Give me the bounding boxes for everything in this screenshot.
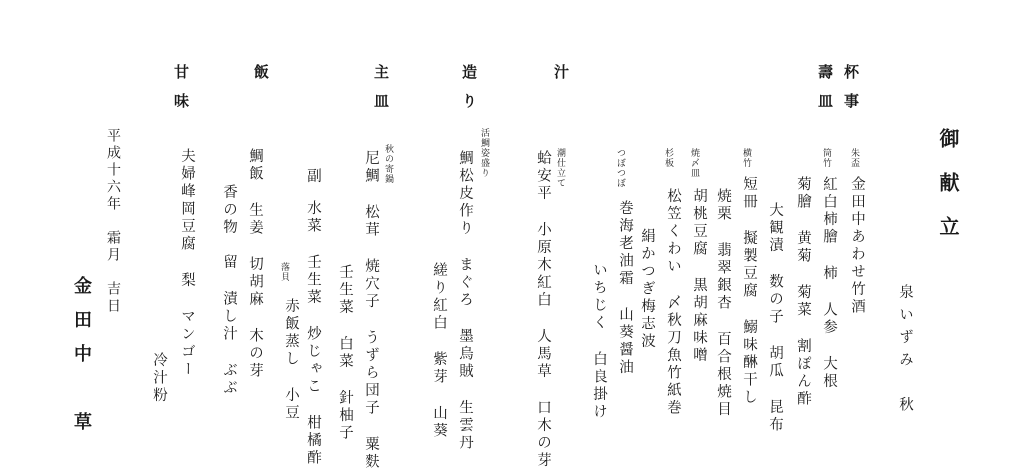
author-name: 金田中 草 <box>71 276 92 446</box>
course-heading-haigoto: 杯事 <box>842 64 860 122</box>
tsukuri-item2: 縒り紅白 紫芽 山葵 <box>431 262 447 440</box>
course-heading-tsukuri: 造り <box>460 64 478 122</box>
yokotake-label: 横竹 <box>741 148 751 168</box>
tsubo-item: 巻海老油霜 山葵醤油 <box>617 200 633 377</box>
reijiruko-item: 冷汁粉 <box>151 352 167 405</box>
course-heading-shuzara: 主皿 <box>372 64 390 122</box>
shiru-label: 潮仕立て <box>555 148 565 188</box>
sugiita-item: 松笠くわい 〆秋刀魚竹紙巻 <box>665 188 681 417</box>
course-heading-kanmi: 甘味 <box>172 64 190 122</box>
shuhai-label: 朱盃 <box>849 148 859 168</box>
shuhai-item: 金田中あわせ竹酒 <box>849 176 865 316</box>
yokotake-item: 短冊 擬製豆腐 鰯味醂干し <box>741 176 757 407</box>
yakishime-label: 焼〆皿 <box>689 148 699 178</box>
otoshibuta-item: 赤飯蒸し 小豆 <box>283 298 299 422</box>
shuzara-item: 尼鯛 松茸 焼穴子 うずら団子 粟麩 <box>363 150 379 471</box>
kanmi-item: 夫婦峰岡豆腐 梨 マンゴー <box>179 148 195 379</box>
tsutsutake-label: 筒竹 <box>821 148 831 168</box>
yakiguri-item: 焼栗 翡翠銀杏 百合根焼目 <box>715 188 731 419</box>
shiru-item: 蛤安平 小原木紅白 人馬草 口木の芽 <box>535 150 551 470</box>
kikunamasu-item: 菊膾 黄菊 菊菜 割ぽん酢 <box>795 176 811 408</box>
course-heading-meshi: 飯 <box>252 64 270 93</box>
meshi-item: 鯛飯 生姜 切胡麻 木の芽 <box>247 148 263 380</box>
tsubo-label: つぼつぼ <box>615 148 625 188</box>
sugiita-label: 杉板 <box>663 148 673 168</box>
shuzara-label: 秋の寄鍋 <box>383 144 393 184</box>
konomono-item: 香の物 留 漬し汁 ぶぶ <box>221 184 237 397</box>
course-heading-juzara: 壽皿 <box>816 64 834 122</box>
fuku-label: 副 <box>305 168 321 186</box>
tsukuri-item: 鯛松皮作り まぐろ 墨烏賊 生雲丹 <box>457 150 473 452</box>
menu-title: 御献立 <box>936 128 960 260</box>
otoshibuta-label: 落貝 <box>279 262 289 282</box>
season-line: 泉いずみ 秋 <box>897 284 913 419</box>
ichijiku-item: いちじく 白良掛け <box>591 262 607 421</box>
shuzara-item2: 壬生菜 白菜 針柚子 <box>337 264 353 442</box>
date-line: 平成十六年 霜月 吉日 <box>105 128 121 315</box>
tsukuri-label: 活鯛姿盛り <box>479 128 489 178</box>
taikan-item: 大観漬 数の子 胡瓜 昆布 <box>767 202 783 434</box>
kinukatsugi-item: 絹かつぎ梅志波 <box>639 228 655 351</box>
yakishime-item: 胡桃豆腐 黒胡麻味噌 <box>691 188 707 365</box>
tsutsutake-item: 紅白柿膾 柿 人参 大根 <box>821 176 837 391</box>
fuku-item: 水菜 壬生菜 炒じゃこ 柑橘酢 <box>305 200 321 467</box>
course-heading-shiru: 汁 <box>552 64 570 93</box>
